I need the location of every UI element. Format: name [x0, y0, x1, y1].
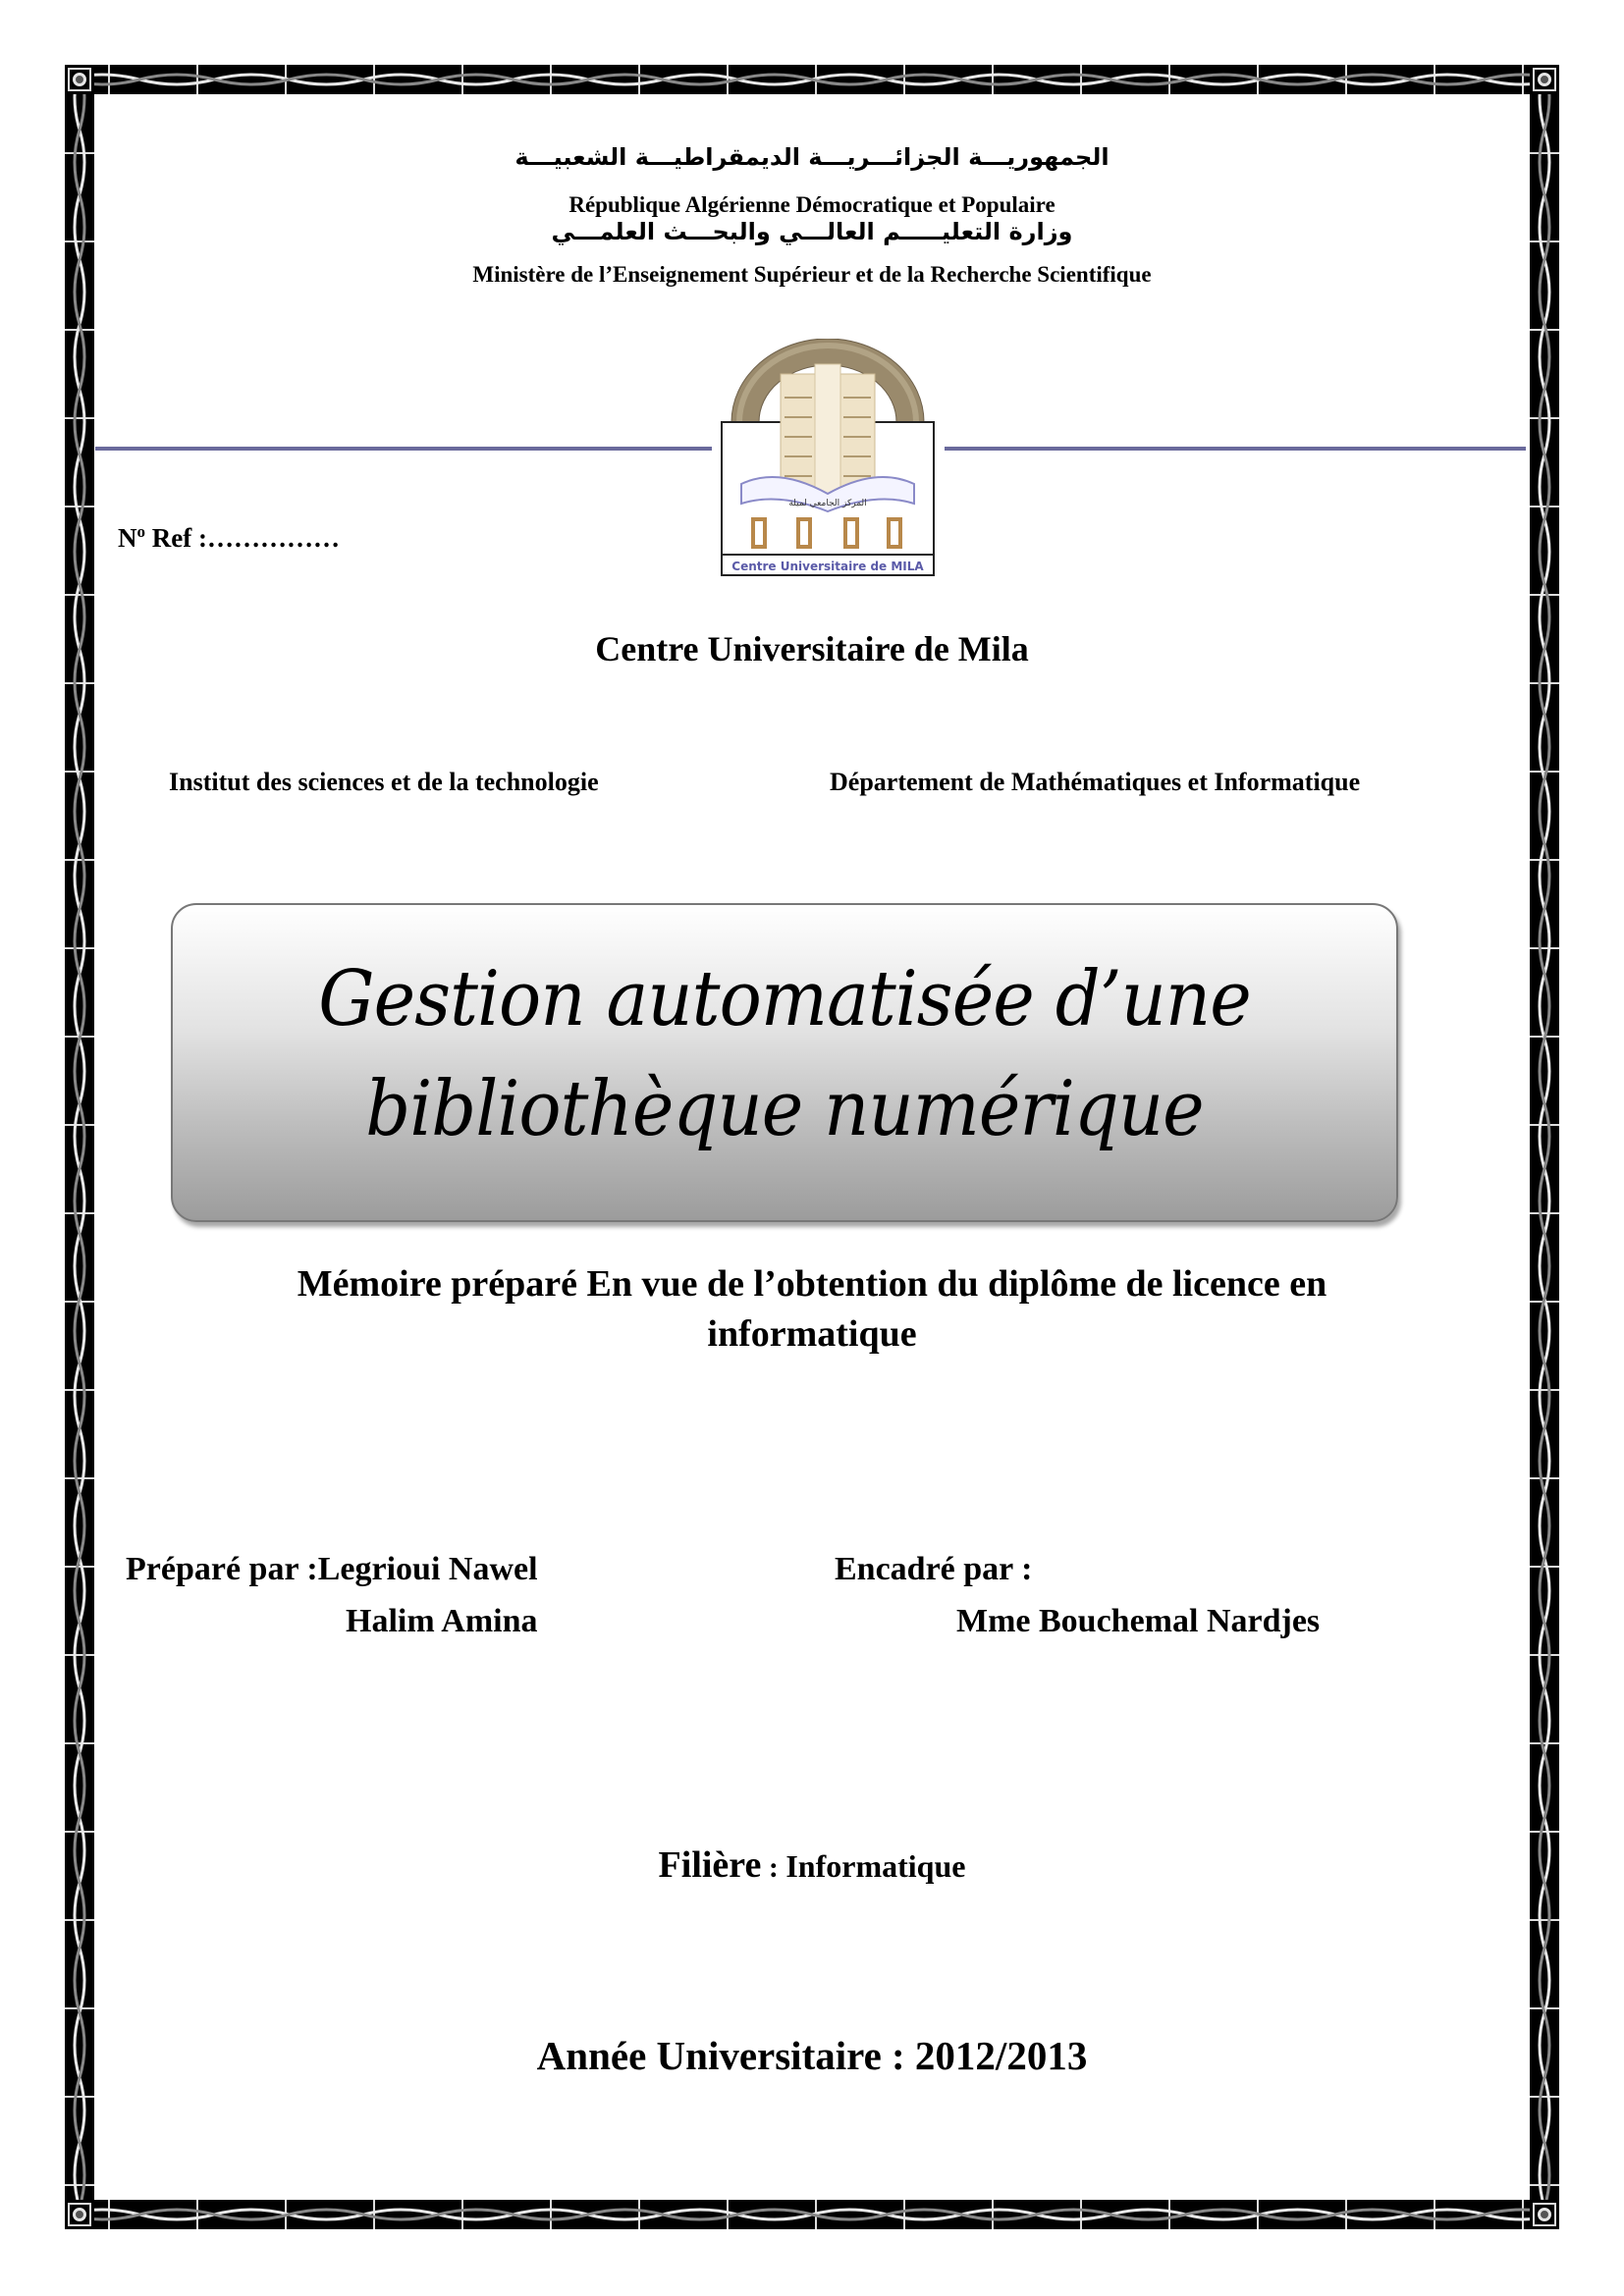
thesis-title: [222, 944, 1347, 1164]
academic-year: Année Universitaire : 2012/2013: [536, 2033, 1088, 2078]
thesis-title-line-1: Gestion automatisée d’une: [318, 955, 1251, 1043]
border-top: [65, 65, 1559, 94]
corner-ornament-icon: [65, 65, 94, 94]
thesis-title-line-2: bibliothèque numérique: [365, 1065, 1204, 1153]
university-logo-icon: [720, 339, 936, 577]
arabic-ministry-heading: وزارة التعليـــــم العالـــي والبحـــث العلمـــي: [551, 218, 1073, 245]
field-label: Filière: [658, 1844, 762, 1886]
reference-prefix: N: [118, 523, 137, 553]
republic-heading: République Algérienne Démocratique et Populaire: [568, 192, 1056, 217]
reference-number: [118, 522, 340, 554]
corner-ornament-icon: [1530, 65, 1559, 94]
border-left: [65, 65, 94, 2229]
divider-line-right: [945, 447, 1526, 451]
field-separator: :: [761, 1851, 786, 1884]
reference-label: Ref :……………: [145, 523, 340, 553]
arabic-republic-heading: الجمهوريـــة الجزائـــريـــة الديمقراطيـــة الشعبيـــة: [514, 143, 1110, 171]
supervisor-name: Mme Bouchemal Nardjes: [956, 1603, 1321, 1639]
corner-ornament-icon: [1530, 2200, 1559, 2229]
corner-ornament-icon: [65, 2200, 94, 2229]
prepared-by-label: Préparé par :: [126, 1551, 318, 1587]
purpose-line-2: informatique: [707, 1313, 917, 1355]
author-name: Halim Amina: [346, 1603, 538, 1639]
supervised-by-label: Encadré par :: [835, 1551, 1033, 1587]
field-of-study: [0, 1843, 1624, 1887]
divider-line-left: [95, 447, 712, 451]
institute-name: Institut des sciences et de la technologie: [169, 768, 599, 796]
border-bottom: [65, 2200, 1559, 2229]
field-value: Informatique: [785, 1848, 966, 1884]
reference-superscript: o: [136, 522, 145, 541]
prepared-by: [126, 1551, 538, 1588]
svg-text:المركز الجامعي لميلة: المركز الجامعي لميلة: [788, 499, 867, 508]
university-logo: [720, 339, 936, 577]
svg-text:Centre Universitaire de MILA: Centre Universitaire de MILA: [731, 560, 924, 573]
purpose-line-1: Mémoire préparé En vue de l’obtention du diplôme de licence en: [297, 1263, 1327, 1305]
department-name: Département de Mathématiques et Informatique: [830, 768, 1361, 796]
author-name: Legrioui Nawel: [317, 1551, 538, 1587]
border-right: [1530, 65, 1559, 2229]
ministry-heading: Ministère de l’Enseignement Supérieur et de la Recherche Scientifique: [472, 262, 1152, 287]
university-name: Centre Universitaire de Mila: [595, 629, 1029, 668]
thesis-title-box: [171, 903, 1398, 1222]
